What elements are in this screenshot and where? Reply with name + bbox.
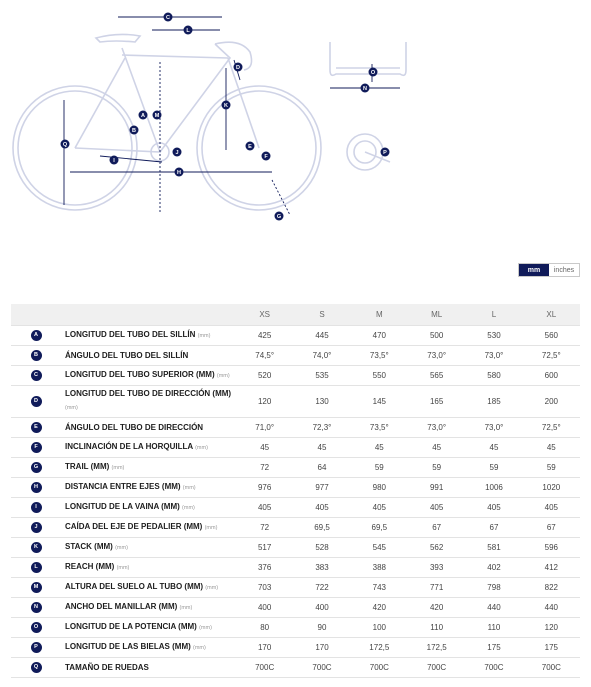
value-cell: 59 [351,457,408,477]
measure-unit: (mm) [182,484,196,491]
value-cell: 110 [408,617,465,637]
row-letter-cell [11,517,61,537]
row-letter-cell [11,417,61,437]
value-cell: 1020 [523,477,580,497]
down-tube [160,44,230,152]
value-cell: 67 [408,517,465,537]
row-letter-badge: N [31,602,42,613]
measure-label: CAÍDA DEL EJE DE PEDALIER (MM) [65,521,203,531]
row-measure-name [61,617,236,637]
svg-text:K: K [224,103,228,109]
value-cell: 185 [465,385,522,417]
svg-text:B: B [132,128,136,134]
value-cell: 73,5° [351,417,408,437]
row-letter-cell [11,577,61,597]
row-measure-name [61,657,236,677]
value-cell: 69,5 [293,517,350,537]
value-cell: 172,5 [351,637,408,657]
value-cell: 425 [236,325,293,345]
row-letter-badge: C [31,370,42,381]
measure-label: LONGITUD DEL TUBO DE DIRECCIÓN (MM) [65,389,232,398]
value-cell: 581 [465,537,522,557]
value-cell: 393 [408,557,465,577]
diagram-badge-e [246,142,255,151]
svg-text:A: A [141,113,145,119]
row-letter-cell [11,457,61,477]
row-letter-badge: P [31,642,42,653]
value-cell: 405 [523,497,580,517]
value-cell: 165 [408,385,465,417]
value-cell: 170 [236,637,293,657]
row-letter-badge: H [31,482,42,493]
value-cell: 500 [408,325,465,345]
table-row [11,517,580,537]
header-size: XL [523,304,580,325]
table-row [11,457,580,477]
value-cell: 73,0° [465,345,522,365]
measure-label: LONGITUD DEL TUBO DEL SILLÍN [65,329,196,339]
row-letter-cell [11,325,61,345]
row-measure-name [61,537,236,557]
measure-unit: (mm) [193,644,206,651]
row-letter-cell [11,597,61,617]
unit-inches-button[interactable]: inches [549,264,579,276]
value-cell: 120 [523,617,580,637]
measure-unit: (mm) [65,405,78,411]
measure-label: STACK (MM) [65,541,113,551]
svg-text:D: D [236,65,240,71]
row-letter-cell [11,365,61,385]
row-letter-cell [11,437,61,457]
measure-unit: (mm) [197,332,211,339]
diagram-badge-q [61,140,70,149]
svg-text:G: G [276,214,282,220]
saddle-shape [96,34,140,42]
row-letter-cell [11,537,61,557]
diagram-badge-d [234,63,243,72]
value-cell: 45 [408,437,465,457]
value-cell: 550 [351,365,408,385]
value-cell: 980 [351,477,408,497]
value-cell: 722 [293,577,350,597]
value-cell: 110 [465,617,522,637]
geometry-table [11,304,580,678]
row-letter-badge: O [31,622,42,633]
table-row [11,325,580,345]
value-cell: 145 [351,385,408,417]
value-cell: 545 [351,537,408,557]
value-cell: 64 [293,457,350,477]
value-cell: 72 [236,457,293,477]
diagram-badge-c [164,13,173,22]
value-cell: 977 [293,477,350,497]
value-cell: 700C [523,657,580,677]
header-measure [61,304,236,325]
fork [228,58,259,148]
value-cell: 405 [465,497,522,517]
svg-text:O: O [370,70,376,76]
value-cell: 383 [293,557,350,577]
value-cell: 530 [465,325,522,345]
measure-label: ÁNGULO DEL TUBO DE DIRECCIÓN [65,422,204,432]
value-cell: 700C [236,657,293,677]
table-row [11,537,580,557]
diagram-badge-p [381,148,390,157]
measure-unit: (mm) [204,524,218,531]
row-letter-badge: B [31,350,42,361]
value-cell: 90 [293,617,350,637]
value-cell: 600 [523,365,580,385]
svg-text:H: H [177,170,181,176]
value-cell: 69,5 [351,517,408,537]
value-cell: 402 [465,557,522,577]
svg-text:F: F [264,154,268,160]
measure-unit: (mm) [115,544,128,551]
value-cell: 72,5° [523,345,580,365]
measure-unit: (mm) [205,584,219,591]
value-cell: 59 [465,457,522,477]
table-row [11,637,580,657]
value-cell: 74,5° [236,345,293,365]
value-cell: 771 [408,577,465,597]
row-letter-badge: J [31,522,42,533]
value-cell: 45 [293,437,350,457]
row-letter-badge: E [31,422,42,433]
svg-text:C: C [166,15,170,21]
table-row [11,497,580,517]
value-cell: 405 [408,497,465,517]
diagram-badge-k [222,101,231,110]
diagram-badge-h [175,168,184,177]
value-cell: 517 [236,537,293,557]
svg-text:L: L [186,28,190,34]
value-cell: 71,0° [236,417,293,437]
value-cell: 72 [236,517,293,537]
value-cell: 120 [236,385,293,417]
row-measure-name [61,557,236,577]
value-cell: 72,5° [523,417,580,437]
top-tube [122,55,228,58]
value-cell: 73,0° [408,345,465,365]
value-cell: 67 [523,517,580,537]
value-cell: 700C [351,657,408,677]
value-cell: 420 [351,597,408,617]
row-letter-badge: D [31,396,42,407]
value-cell: 700C [408,657,465,677]
svg-text:I: I [113,158,115,164]
value-cell: 565 [408,365,465,385]
value-cell: 45 [236,437,293,457]
handlebar-front-view [330,42,406,75]
measure-label: TRAIL (MM) [65,461,110,471]
value-cell: 798 [465,577,522,597]
value-cell: 45 [351,437,408,457]
value-cell: 388 [351,557,408,577]
row-letter-cell [11,657,61,677]
row-letter-cell [11,345,61,365]
measure-label: LONGITUD DEL TUBO SUPERIOR (MM) [65,369,215,379]
value-cell: 1006 [465,477,522,497]
row-measure-name [61,477,236,497]
row-measure-name [61,325,236,345]
drop-bar [215,42,252,70]
value-cell: 170 [293,637,350,657]
table-row [11,385,580,417]
table-row [11,345,580,365]
value-cell: 445 [293,325,350,345]
row-letter-badge: M [31,582,42,593]
measure-label: ALTURA DEL SUELO AL TUBO (MM) [65,581,204,591]
svg-text:Q: Q [62,142,68,148]
measure-label: LONGITUD DE LAS BIELAS (MM) [65,641,191,651]
diagram-badge-i [110,156,119,165]
value-cell: 743 [351,577,408,597]
row-letter-badge: A [31,330,42,341]
measure-label: LONGITUD DE LA VAINA (MM) [65,501,180,511]
table-row [11,617,580,637]
measure-label: TAMAÑO DE RUEDAS [65,662,149,672]
diagram-badge-a [139,111,148,120]
measure-label: LONGITUD DE LA POTENCIA (MM) [65,621,197,631]
svg-text:J: J [175,150,179,156]
bike-geometry-illustration [0,0,591,250]
value-cell: 520 [236,365,293,385]
value-cell: 172,5 [408,637,465,657]
value-cell: 405 [236,497,293,517]
header-size: ML [408,304,465,325]
measure-unit: (mm) [199,624,212,631]
value-cell: 73,5° [351,345,408,365]
value-cell: 100 [351,617,408,637]
svg-text:P: P [383,150,387,156]
value-cell: 175 [465,637,522,657]
diagram-badge-l [184,26,193,35]
value-cell: 376 [236,557,293,577]
diagram-badge-j [173,148,182,157]
row-measure-name [61,345,236,365]
row-measure-name [61,597,236,617]
row-measure-name [61,497,236,517]
table-row [11,657,580,677]
value-cell: 400 [236,597,293,617]
value-cell: 822 [523,577,580,597]
header-size: M [351,304,408,325]
measure-unit: (mm) [179,604,193,611]
measure-label: DISTANCIA ENTRE EJES (MM) [65,481,181,491]
row-letter-badge: K [31,542,42,553]
measure-unit: (mm) [216,372,230,379]
row-measure-name [61,457,236,477]
measure-unit: (mm) [116,564,130,571]
svg-text:E: E [248,144,252,150]
value-cell: 74,0° [293,345,350,365]
row-letter-badge: G [31,462,42,473]
value-cell: 412 [523,557,580,577]
measure-unit: (mm) [182,504,195,511]
diagram-badge-f [262,152,271,161]
value-cell: 45 [523,437,580,457]
row-letter-cell [11,477,61,497]
row-letter-cell [11,385,61,417]
svg-text:M: M [154,113,160,119]
table-row [11,597,580,617]
value-cell: 580 [465,365,522,385]
row-letter-badge: L [31,562,42,573]
value-cell: 562 [408,537,465,557]
value-cell: 470 [351,325,408,345]
row-measure-name [61,637,236,657]
header-size: S [293,304,350,325]
geometry-diagram [0,0,591,250]
value-cell: 700C [465,657,522,677]
value-cell: 80 [236,617,293,637]
rear-triangle [75,48,160,152]
value-cell: 703 [236,577,293,597]
row-measure-name [61,417,236,437]
diagram-badge-n [361,84,370,93]
row-measure-name [61,517,236,537]
row-letter-cell [11,617,61,637]
row-measure-name [61,385,236,417]
measure-unit: (mm) [195,444,208,451]
value-cell: 59 [408,457,465,477]
value-cell: 59 [523,457,580,477]
value-cell: 73,0° [465,417,522,437]
header-letter [11,304,61,325]
table-row [11,365,580,385]
diagram-badge-m [153,111,162,120]
row-letter-badge: Q [31,662,42,673]
value-cell: 440 [523,597,580,617]
value-cell: 405 [293,497,350,517]
value-cell: 130 [293,385,350,417]
value-cell: 405 [351,497,408,517]
row-measure-name [61,365,236,385]
measure-label: ANCHO DEL MANILLAR (MM) [65,601,178,611]
value-cell: 200 [523,385,580,417]
diagram-badge-g [275,212,284,221]
value-cell: 73,0° [408,417,465,437]
table-row [11,417,580,437]
row-letter-badge: F [31,442,42,453]
table-row [11,437,580,457]
row-letter-cell [11,637,61,657]
value-cell: 535 [293,365,350,385]
value-cell: 976 [236,477,293,497]
value-cell: 72,3° [293,417,350,437]
value-cell: 45 [465,437,522,457]
svg-text:N: N [363,86,367,92]
table-row [11,557,580,577]
row-measure-name [61,577,236,597]
unit-mm-button[interactable]: mm [519,264,549,276]
header-size: XS [236,304,293,325]
measure-label: INCLINACIÓN DE LA HORQUILLA [65,441,193,451]
row-letter-cell [11,557,61,577]
value-cell: 528 [293,537,350,557]
value-cell: 700C [293,657,350,677]
unit-toggle [518,263,580,277]
value-cell: 175 [523,637,580,657]
table-row [11,577,580,597]
measure-label: ÁNGULO DEL TUBO DEL SILLÍN [65,350,189,360]
header-size: L [465,304,522,325]
measure-label: REACH (MM) [65,561,115,571]
row-letter-badge: I [31,502,42,513]
value-cell: 420 [408,597,465,617]
value-cell: 67 [465,517,522,537]
value-cell: 991 [408,477,465,497]
diagram-badge-o [369,68,378,77]
value-cell: 560 [523,325,580,345]
value-cell: 440 [465,597,522,617]
diagram-badge-b [130,126,139,135]
measure-unit: (mm) [111,464,125,471]
row-letter-cell [11,497,61,517]
table-row [11,477,580,497]
value-cell: 596 [523,537,580,557]
table-header-row [11,304,580,325]
row-measure-name [61,437,236,457]
value-cell: 400 [293,597,350,617]
